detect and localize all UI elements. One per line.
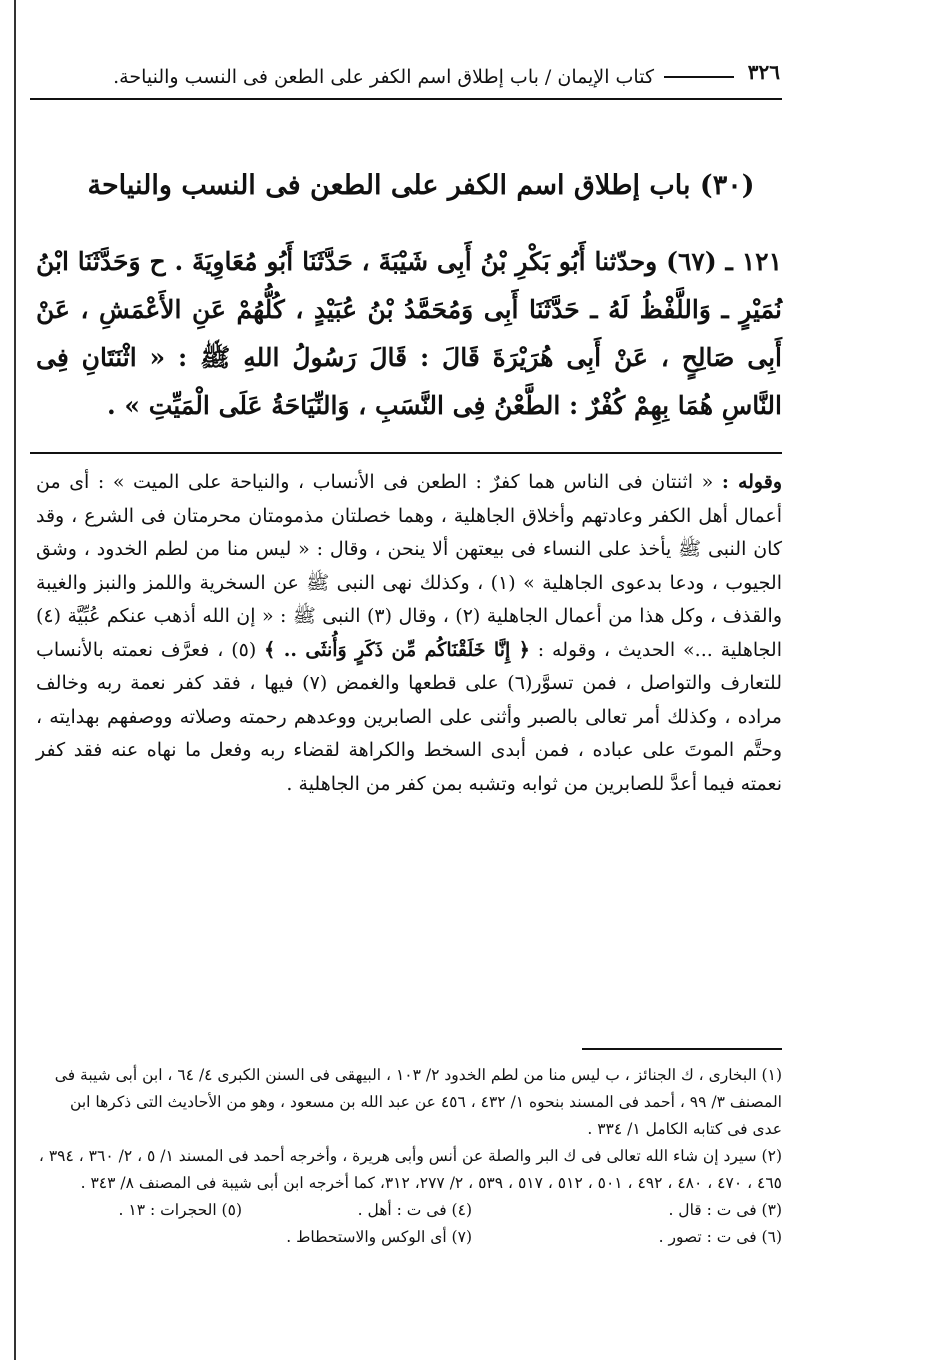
footnote-row-a xyxy=(36,1197,782,1224)
running-title: كتاب الإيمان / باب إطلاق اسم الكفر على الطعن فى النسب والنياحة. xyxy=(113,66,654,88)
footnote-6: (٦) فى ت : تصور . xyxy=(658,1228,782,1246)
commentary xyxy=(36,466,782,801)
header-dash xyxy=(664,76,734,78)
footnote-1: (١) البخارى ، ك الجنائز ، ب ليس منا من لطم الخدود ٢/ ١٠٣ ، البيهقى فى السنن الكبرى ٤/ ٦٤ ، ابن أبى شيبة فى المصنف ٣/ ٩٩ ، أحمد فى المسند بنحوه ١/ ٤٣٢ ، ٤٥٦ عن عبد الله بن مسعود ، وهو من الأحاديث التى ذكرها ابن عدى فى كتابه الكامل ١/ ٣٣٤ . xyxy=(54,1066,782,1138)
section-divider xyxy=(30,452,782,454)
footnote-divider xyxy=(582,1048,782,1050)
footnote-3: (٣) فى ت : قال . xyxy=(668,1201,782,1219)
footnote-7: (٧) أى الوكس والاستحطاط . xyxy=(286,1228,472,1246)
binding-edge-line xyxy=(14,0,16,1360)
footnote-4: (٤) فى ت : أهل . xyxy=(357,1201,472,1219)
running-header xyxy=(30,60,782,94)
footnote-row-b xyxy=(36,1224,782,1251)
commentary-lead: وقوله : xyxy=(721,471,782,493)
header-rule xyxy=(30,98,782,100)
hadith-text: ١٢١ ـ (٦٧) وحدّثنا أَبُو بَكْرِ بْنُ أَبِى شَيْبَةَ ، حَدَّثَنَا أَبُو مُعَاوِيَةَ . ح وَحَدَّثَنَا ابْنُ نُمَيْرٍ ـ وَاللَّفْظُ لَهُ ـ حَدَّثَنَا أَبِى وَمُحَمَّدُ بْنُ عُبَيْدٍ ، كُلُّهُمْ عَنِ الأَعْمَشِ ، عَنْ أَبِى صَالِحٍ ، عَنْ أَبِى هُرَيْرَةَ قَالَ : قَالَ رَسُولُ اللهِ ﷺ : « اثْنَتَانِ فِى النَّاسِ هُمَا بِهِمْ كُفْرٌ : الطَّعْنُ فِى النَّسَبِ ، وَالنِّيَاحَةُ عَلَى الْمَيِّتِ » . xyxy=(36,247,783,420)
chapter-title: (٣٠) باب إطلاق اسم الكفر على الطعن فى النسب والنياحة xyxy=(87,170,755,201)
commentary-part-1: « اثنتان فى الناس هما كفرٌ : الطعن فى الأنساب ، والنياحة على الميت » : أى من أعمال أهل الكفر وعادتهم وأخلاق الجاهلية ، وهما خصلتان مذمومتان محرمتان فى الشرع ، وقد كان النبى ﷺ يأخذ على النساء فى بيعتهن ألا ينحن ، وقال : « ليس منا من لطم الخدود ، وشق الجيوب ، ودعا بدعوى الجاهلية » (١) ، وكذلك نهى النبى ﷺ عن السخرية واللمز والنبز والغيبة والقذف ، وكل هذا من أعمال الجاهلية (٢) ، وقال (٣) النبى ﷺ : « إن الله أذهب عنكم عُبِّيَّة (٤) الجاهلية ...» الحديث ، وقوله : xyxy=(36,471,782,661)
footnote-5: (٥) الحجرات : ١٣ . xyxy=(118,1201,242,1219)
footnote-2: (٢) سيرد إن شاء الله تعالى فى ك البر والصلة عن أنس وأبى هريرة ، وأخرجه أحمد فى المسند ١/ ٥ ، ٢/ ٣٦٠ ، ٣٩٤ ، ٤٦٥ ، ٤٧٠ ، ٤٨٠ ، ٤٩٢ ، ٥٠١ ، ٥١٢ ، ٥١٧ ، ٥٣٩ ، ٢/ ٢٧٧، ٣١٢، كما أخرجه ابن أبى شيبة فى المصنف ٨/ ٣٤٣ . xyxy=(38,1147,782,1192)
page-number: ٣٢٦ xyxy=(747,60,780,84)
quran-verse: ﴿ إِنَّا خَلَقْنَاكُم مِّن ذَكَرٍ وَأُنثَى .. ﴾ xyxy=(264,638,530,661)
footnotes xyxy=(36,1062,782,1251)
commentary-part-2: (٥) ، فعرَّف نعمته بالأنساب للتعارف والتواصل ، فمن تسوَّر(٦) على قطعها والغمض (٧) فيها ، فقد كفر نعمة ربه وخالف مراده ، وكذلك أمر تعالى بالصبر وأثنى على الصابرين ووعدهم رحمته وصلاته ووصفهم بهدايته ، وحتَّم الموتَ على عباده ، فمن أبدى السخط والكراهة لقضاء ربه وفعل ما نهاه عنه فقد كفر نعمته فيما أعدَّ للصابرين من ثوابه وتشبه بمن كفر من الجاهلية . xyxy=(36,638,783,795)
